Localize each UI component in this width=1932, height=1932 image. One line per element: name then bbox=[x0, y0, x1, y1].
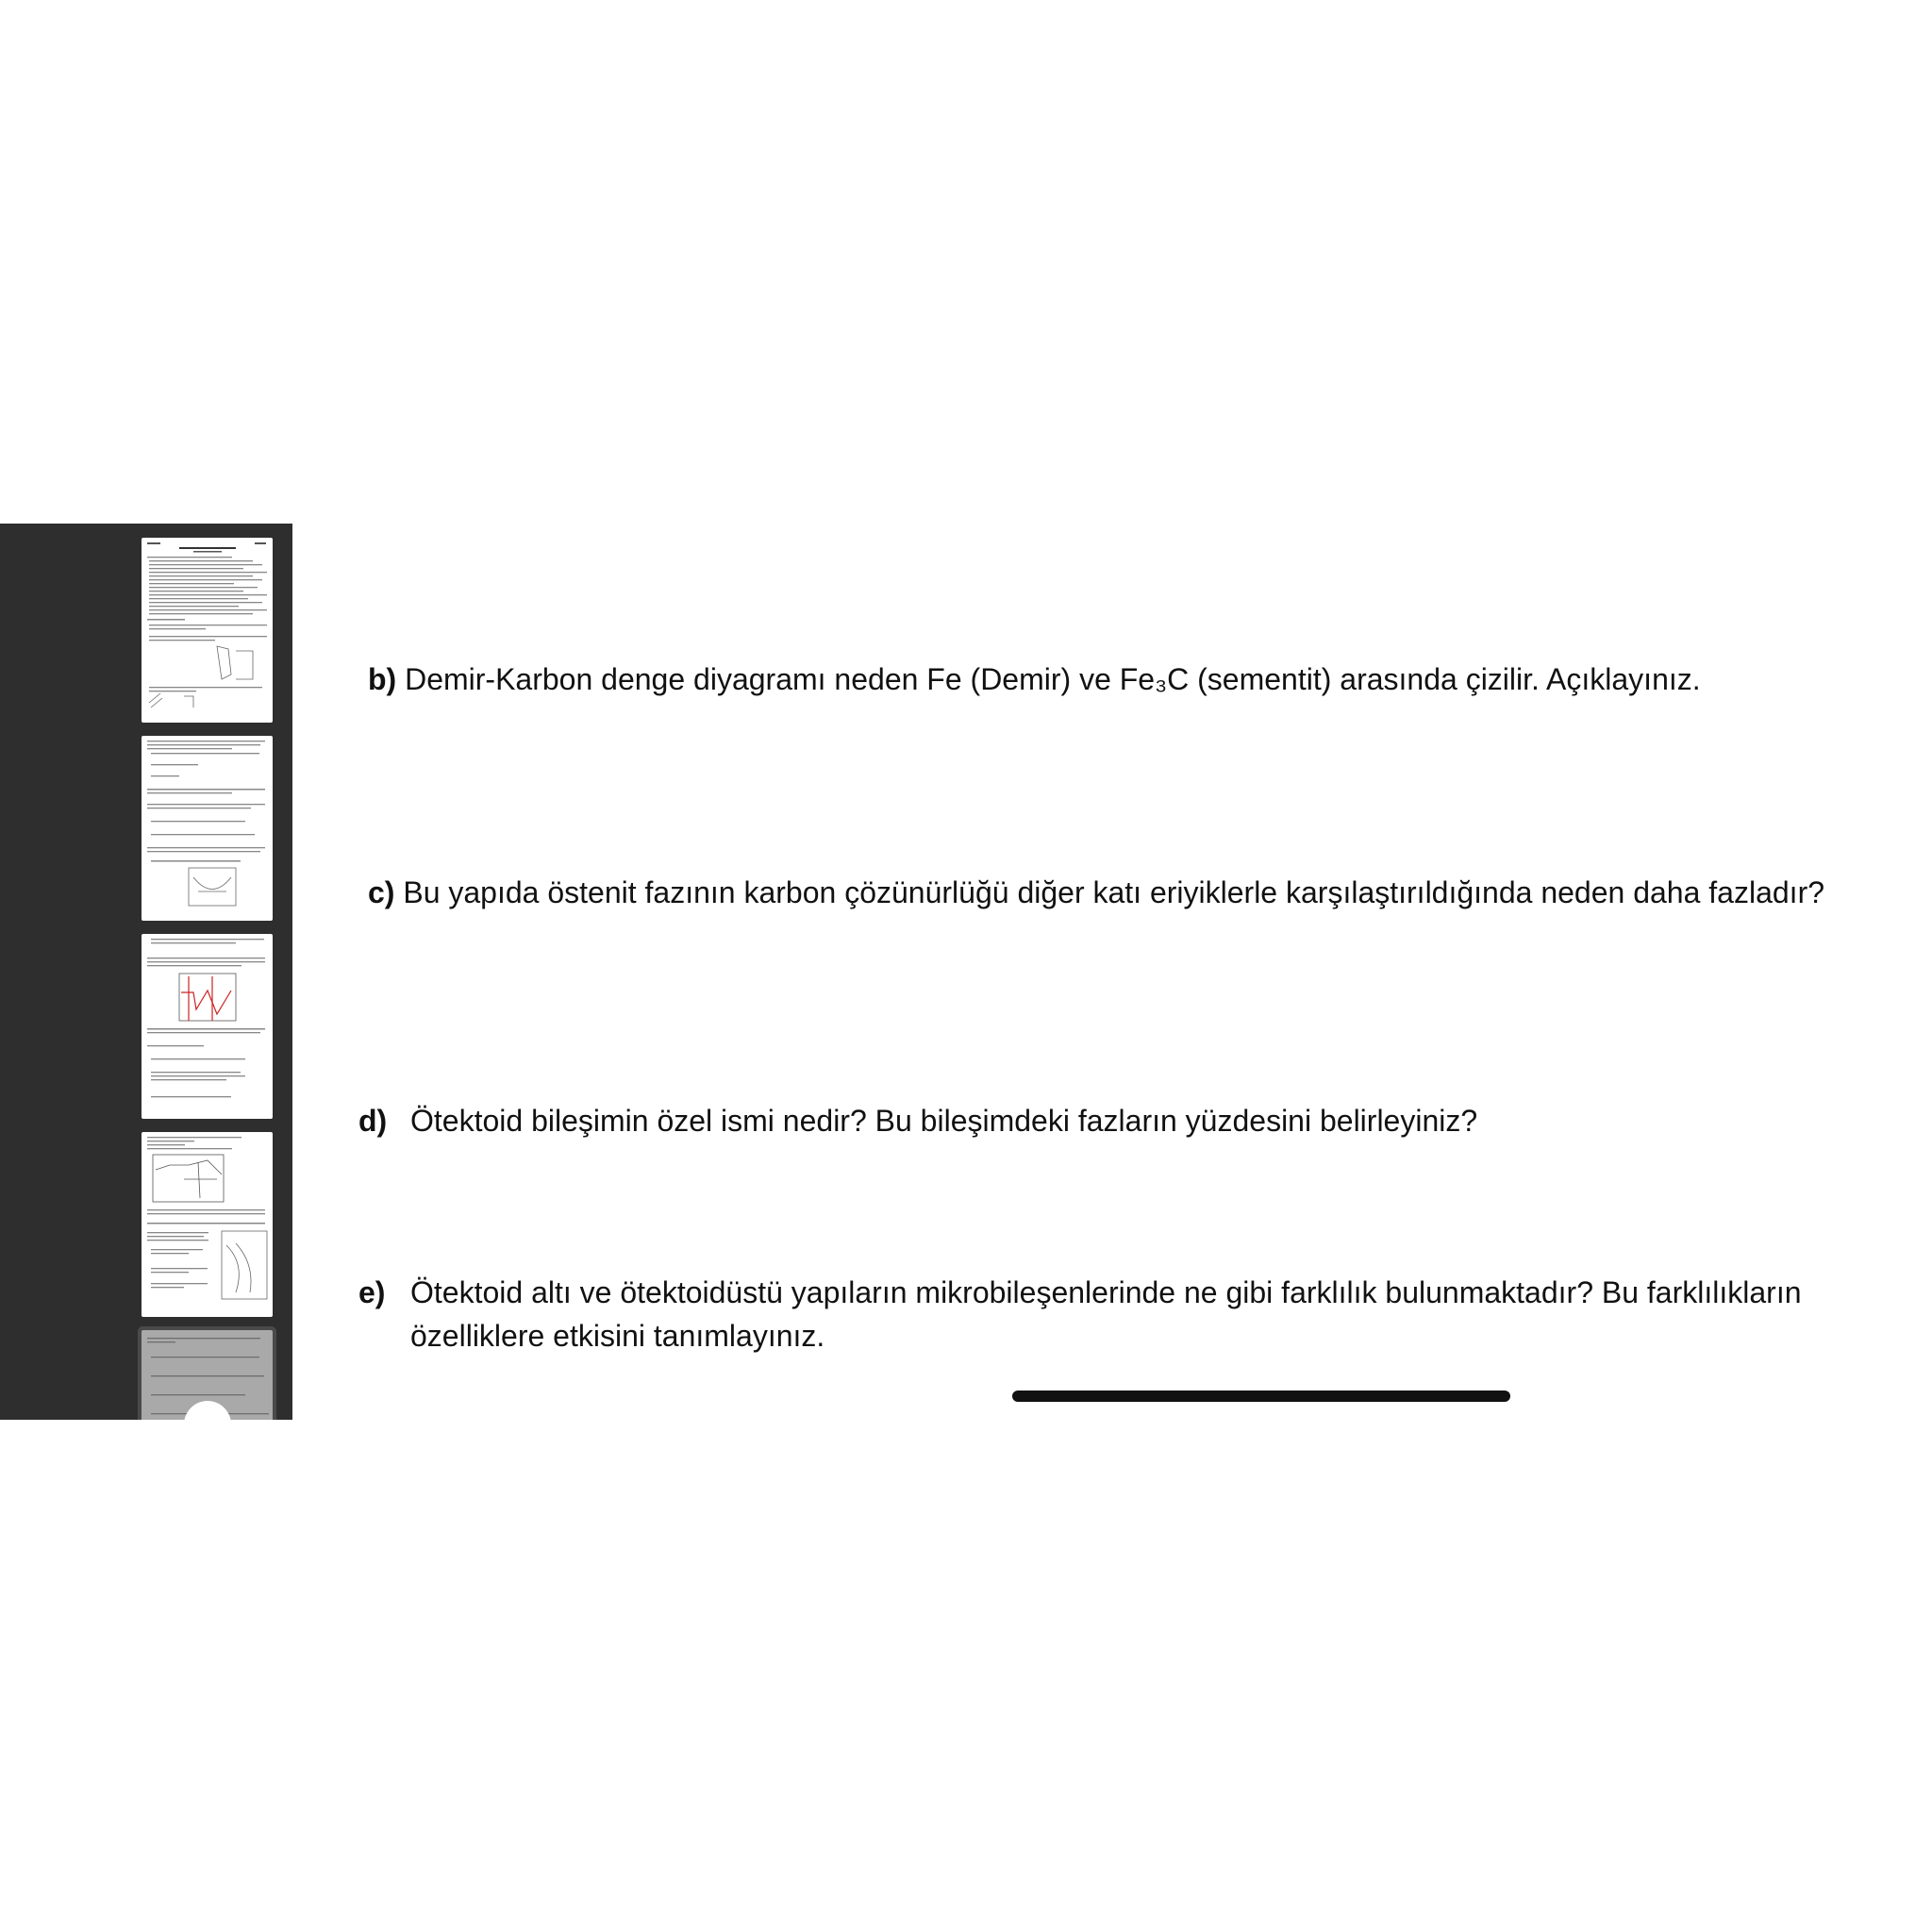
document-page bbox=[292, 0, 1932, 1932]
question-e bbox=[358, 1271, 1802, 1357]
page-thumbnail-1[interactable] bbox=[142, 538, 273, 723]
question-c-label: c) bbox=[368, 875, 395, 909]
page-thumbnail-4[interactable] bbox=[142, 1132, 273, 1317]
question-c-text: Bu yapıda östenit fazının karbon çözünürlüğü diğer katı eriyiklerle karşılaştırıldığında neden daha fazladır? bbox=[394, 875, 1825, 909]
question-b bbox=[368, 658, 1701, 701]
question-d-text: Ötektoid bileşimin özel ismi nedir? Bu bileşimdeki fazların yüzdesini belirleyiniz? bbox=[410, 1104, 1478, 1138]
horizontal-scroll-indicator[interactable] bbox=[1012, 1391, 1510, 1402]
question-b-text: Demir-Karbon denge diyagramı neden Fe (Demir) ve Fe₃C (sementit) arasında çizilir. Açıklayınız. bbox=[396, 662, 1701, 696]
thumbnail-3-preview bbox=[142, 934, 273, 1119]
question-d bbox=[358, 1099, 1477, 1142]
page-thumbnail-2[interactable] bbox=[142, 736, 273, 921]
question-e-label: e) bbox=[358, 1275, 386, 1309]
question-b-label: b) bbox=[368, 662, 397, 696]
thumbnail-1-preview bbox=[142, 538, 273, 723]
page-thumbnail-3[interactable] bbox=[142, 934, 273, 1119]
thumbnail-2-preview bbox=[142, 736, 273, 921]
question-c bbox=[368, 871, 1824, 914]
question-e-text: Ötektoid altı ve ötektoidüstü yapıların mikrobileşenlerinde ne gibi farklılık bulunmaktadır? Bu farklılıkların bbox=[410, 1275, 1802, 1309]
page-thumbnail-sidebar[interactable] bbox=[0, 524, 292, 1420]
thumbnail-4-preview bbox=[142, 1132, 273, 1317]
question-e-text-line-2: özelliklere etkisini tanımlayınız. bbox=[410, 1319, 825, 1353]
question-d-label: d) bbox=[358, 1104, 388, 1138]
